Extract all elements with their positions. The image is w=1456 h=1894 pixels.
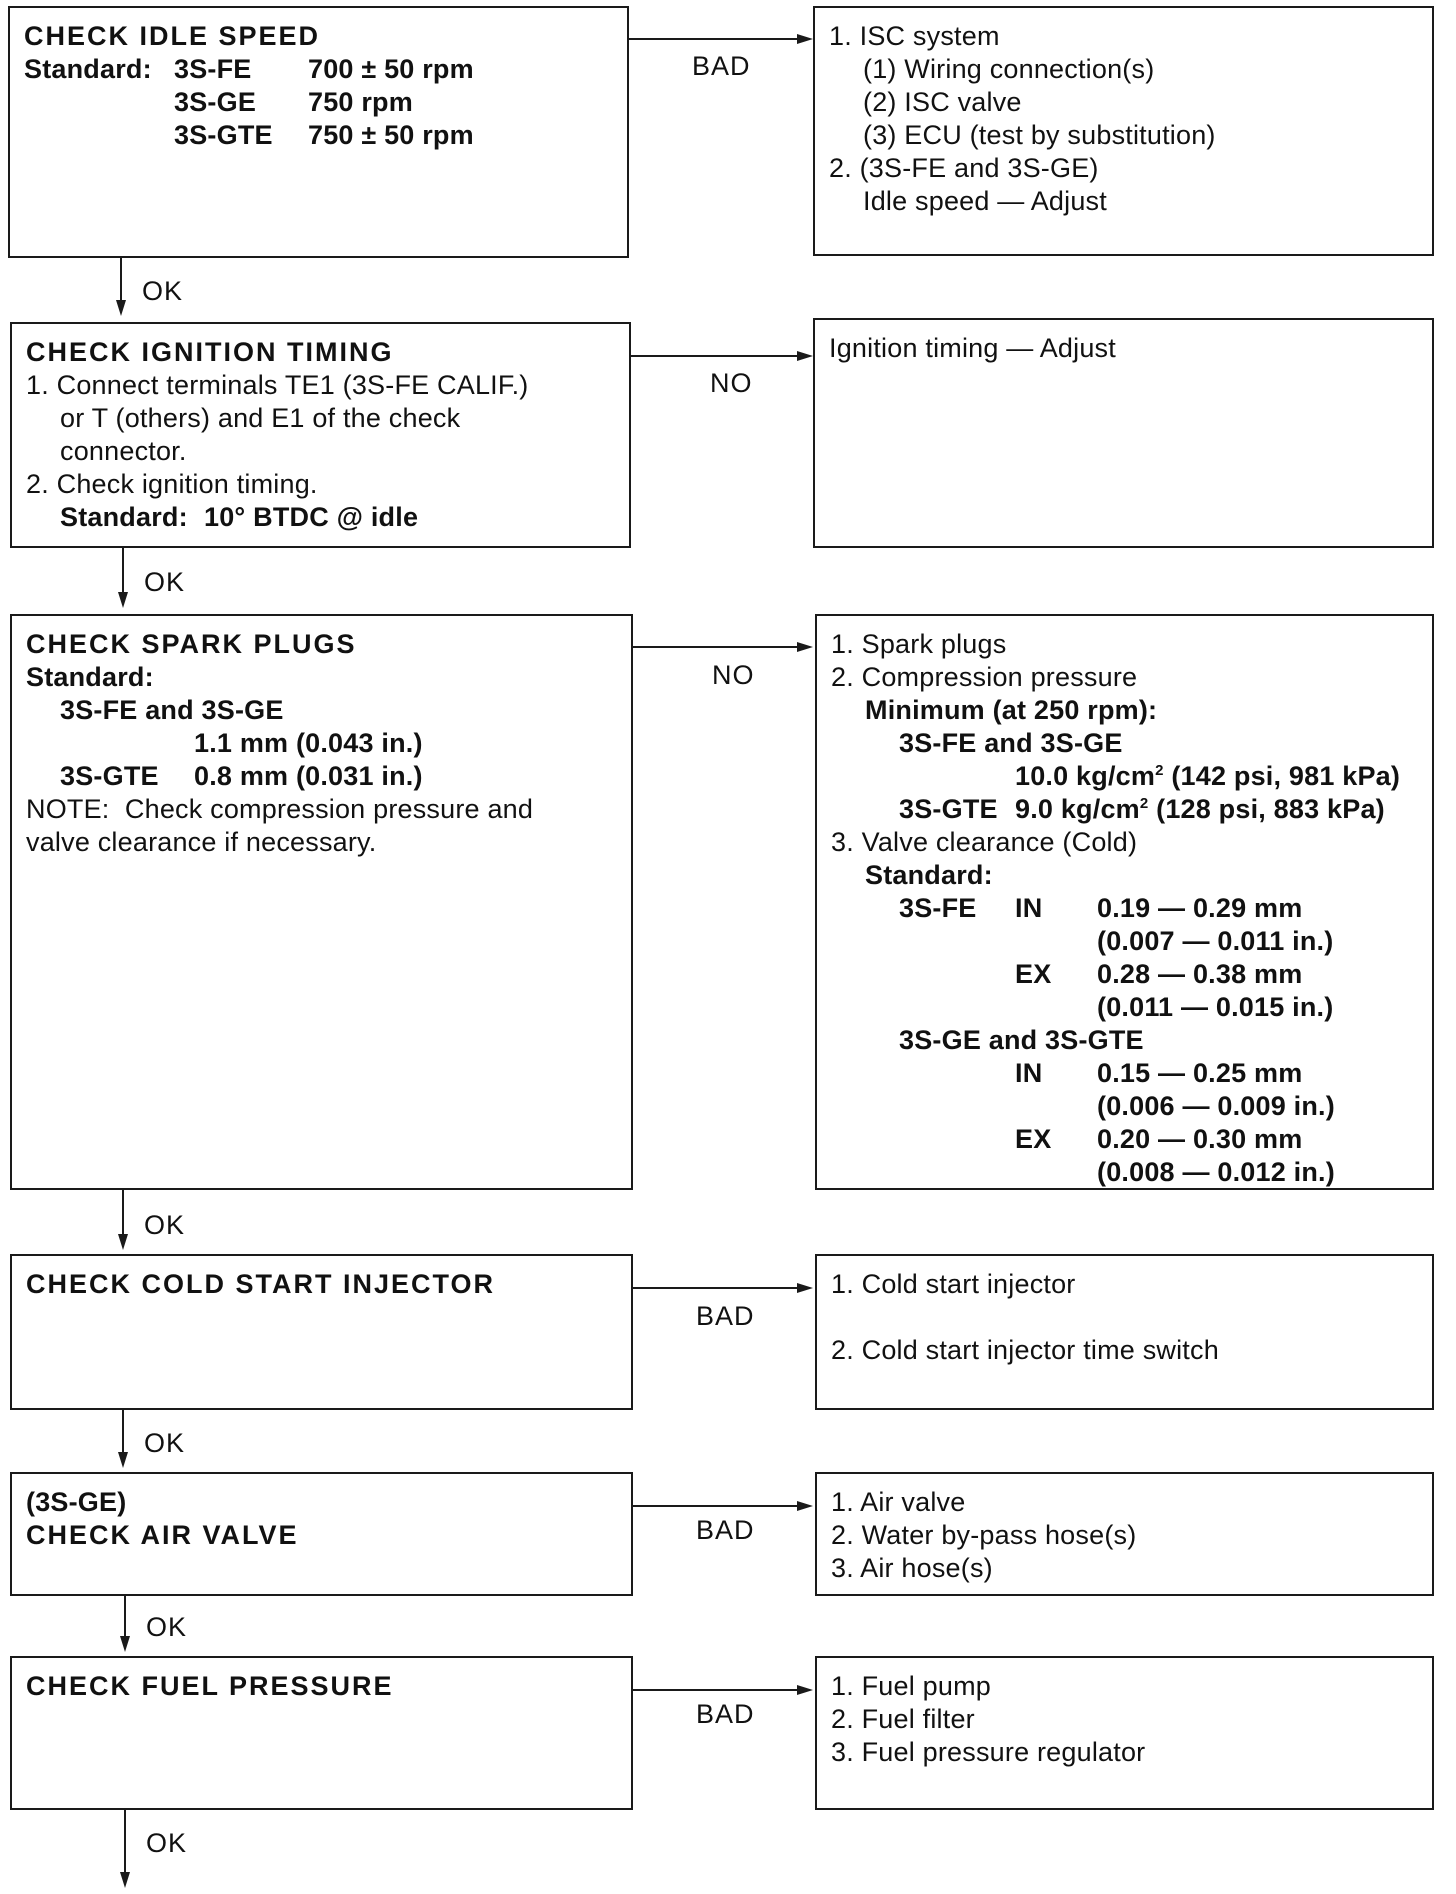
arrow-down-icon xyxy=(118,1234,128,1250)
result-line: 1. ISC system xyxy=(829,21,1000,51)
spark-plugs-result-box xyxy=(815,614,1434,1190)
standard-label: Standard: xyxy=(60,502,188,532)
spec-value: 750 rpm xyxy=(308,87,413,117)
spec-value: 750 ± 50 rpm xyxy=(308,120,474,150)
engine-label: 3S-FE xyxy=(899,893,977,923)
instruction-line: 1. Connect terminals TE1 (3S-FE CALIF.) xyxy=(26,370,529,400)
result-line: 1. Cold start injector xyxy=(831,1269,1076,1299)
result-line: 2. Cold start injector time switch xyxy=(831,1335,1219,1365)
spec-value: (0.006 — 0.009 in.) xyxy=(1097,1091,1335,1121)
spec-value: 9.0 $kg/cm^2$ (128 psi, 883 kPa) xyxy=(1015,794,1385,824)
branch-connector xyxy=(631,355,797,357)
flow-connector xyxy=(122,548,124,592)
check-cold-start-injector-box xyxy=(10,1254,633,1410)
arrow-right-icon xyxy=(797,1501,813,1511)
result-line: 2. Water by-pass hose(s) xyxy=(831,1520,1137,1550)
branch-label: BAD xyxy=(696,1515,755,1545)
result-line: Ignition timing — Adjust xyxy=(829,333,1116,363)
result-line: 1. Fuel pump xyxy=(831,1671,991,1701)
step-title: CHECK COLD START INJECTOR xyxy=(26,1269,496,1299)
branch-label: BAD xyxy=(696,1301,755,1331)
check-fuel-pressure-box xyxy=(10,1656,633,1810)
spec-value: 0.8 mm (0.031 in.) xyxy=(194,761,423,791)
branch-label: BAD xyxy=(696,1699,755,1729)
engine-label: 3S-GTE xyxy=(899,794,998,824)
fuel-pressure-result-box xyxy=(815,1656,1434,1810)
engine-label: 3S-GE and 3S-GTE xyxy=(899,1025,1144,1055)
air-valve-result-box xyxy=(815,1472,1434,1596)
spec-value: 1.1 mm (0.043 in.) xyxy=(194,728,423,758)
arrow-down-icon xyxy=(120,1636,130,1652)
branch-label: NO xyxy=(710,368,753,398)
engine-label: 3S-GTE xyxy=(60,761,159,791)
ok-label: OK xyxy=(142,276,184,306)
branch-connector xyxy=(629,38,797,40)
ignition-timing-result-box xyxy=(813,318,1434,548)
instruction-line: connector. xyxy=(60,436,187,466)
result-line: 1. Spark plugs xyxy=(831,629,1007,659)
valve-label: EX xyxy=(1015,1124,1052,1154)
result-line: Idle speed — Adjust xyxy=(863,186,1107,216)
result-line: 2. (3S-FE and 3S-GE) xyxy=(829,153,1099,183)
engine-label: 3S-FE xyxy=(174,54,252,84)
result-line: 2. Fuel filter xyxy=(831,1704,975,1734)
check-spark-plugs-box xyxy=(10,614,633,1190)
result-line: 2. Compression pressure xyxy=(831,662,1138,692)
instruction-line: or T (others) and E1 of the check xyxy=(60,403,461,433)
valve-label: IN xyxy=(1015,893,1043,923)
arrow-down-icon xyxy=(116,300,126,316)
engine-label: 3S-FE and 3S-GE xyxy=(60,695,284,725)
standard-label: Standard: xyxy=(26,662,154,692)
step-title: CHECK IDLE SPEED xyxy=(24,21,321,51)
check-idle-speed-box xyxy=(8,6,629,258)
ok-label: OK xyxy=(146,1828,188,1858)
standard-label: Standard: xyxy=(24,54,152,84)
spec-value: 0.19 — 0.29 mm xyxy=(1097,893,1303,923)
spec-value: 0.20 — 0.30 mm xyxy=(1097,1124,1303,1154)
flow-connector xyxy=(122,1410,124,1452)
flow-connector xyxy=(124,1596,126,1636)
result-line: 1. Air valve xyxy=(831,1487,966,1517)
spec-value: 0.15 — 0.25 mm xyxy=(1097,1058,1303,1088)
spec-value: (0.008 — 0.012 in.) xyxy=(1097,1157,1335,1187)
result-line: (1) Wiring connection(s) xyxy=(863,54,1155,84)
spec-value: 10° BTDC @ idle xyxy=(204,502,419,532)
engine-label: 3S-GTE xyxy=(174,120,273,150)
step-title: CHECK AIR VALVE xyxy=(26,1520,299,1550)
note-line: valve clearance if necessary. xyxy=(26,827,377,857)
ok-label: OK xyxy=(144,567,186,597)
check-ignition-timing-box xyxy=(10,322,631,548)
engine-label: 3S-FE and 3S-GE xyxy=(899,728,1123,758)
result-line: (2) ISC valve xyxy=(863,87,1022,117)
standard-label: Standard: xyxy=(865,860,993,890)
arrow-right-icon xyxy=(797,1685,813,1695)
step-title: CHECK FUEL PRESSURE xyxy=(26,1671,394,1701)
result-line: (3) ECU (test by substitution) xyxy=(863,120,1216,150)
note-line: NOTE: Check compression pressure and xyxy=(26,794,534,824)
branch-label: BAD xyxy=(692,51,751,81)
idle-speed-result-box xyxy=(813,6,1434,256)
check-air-valve-box xyxy=(10,1472,633,1596)
branch-connector xyxy=(633,646,797,648)
cold-start-injector-result-box xyxy=(815,1254,1434,1410)
arrow-right-icon xyxy=(797,34,813,44)
arrow-down-icon xyxy=(118,1452,128,1468)
ok-label: OK xyxy=(144,1428,186,1458)
arrow-right-icon xyxy=(797,351,813,361)
branch-connector xyxy=(633,1689,797,1691)
step-title: CHECK IGNITION TIMING xyxy=(26,337,394,367)
valve-label: IN xyxy=(1015,1058,1043,1088)
arrow-right-icon xyxy=(797,642,813,652)
spec-value: 10.0 $kg/cm^2$ (142 psi, 981 kPa) xyxy=(1015,761,1401,791)
engine-label: 3S-GE xyxy=(174,87,257,117)
spec-value: (0.007 — 0.011 in.) xyxy=(1097,926,1334,956)
flow-connector xyxy=(124,1810,126,1872)
arrow-down-icon xyxy=(118,592,128,608)
step-title: CHECK SPARK PLUGS xyxy=(26,629,357,659)
spec-value: 700 ± 50 rpm xyxy=(308,54,474,84)
flow-connector xyxy=(120,258,122,300)
spec-value: (0.011 — 0.015 in.) xyxy=(1097,992,1334,1022)
arrow-right-icon xyxy=(797,1283,813,1293)
result-line: 3. Valve clearance (Cold) xyxy=(831,827,1138,857)
result-line: 3. Air hose(s) xyxy=(831,1553,993,1583)
arrow-down-icon xyxy=(120,1872,130,1888)
flow-connector xyxy=(122,1190,124,1234)
engine-qualifier: (3S-GE) xyxy=(26,1487,127,1517)
ok-label: OK xyxy=(146,1612,188,1642)
minimum-label: Minimum (at 250 rpm): xyxy=(865,695,1158,725)
branch-connector xyxy=(633,1505,797,1507)
ok-label: OK xyxy=(144,1210,186,1240)
instruction-line: 2. Check ignition timing. xyxy=(26,469,318,499)
result-line: 3. Fuel pressure regulator xyxy=(831,1737,1146,1767)
spec-value: 0.28 — 0.38 mm xyxy=(1097,959,1303,989)
branch-label: NO xyxy=(712,660,755,690)
valve-label: EX xyxy=(1015,959,1052,989)
branch-connector xyxy=(633,1287,797,1289)
